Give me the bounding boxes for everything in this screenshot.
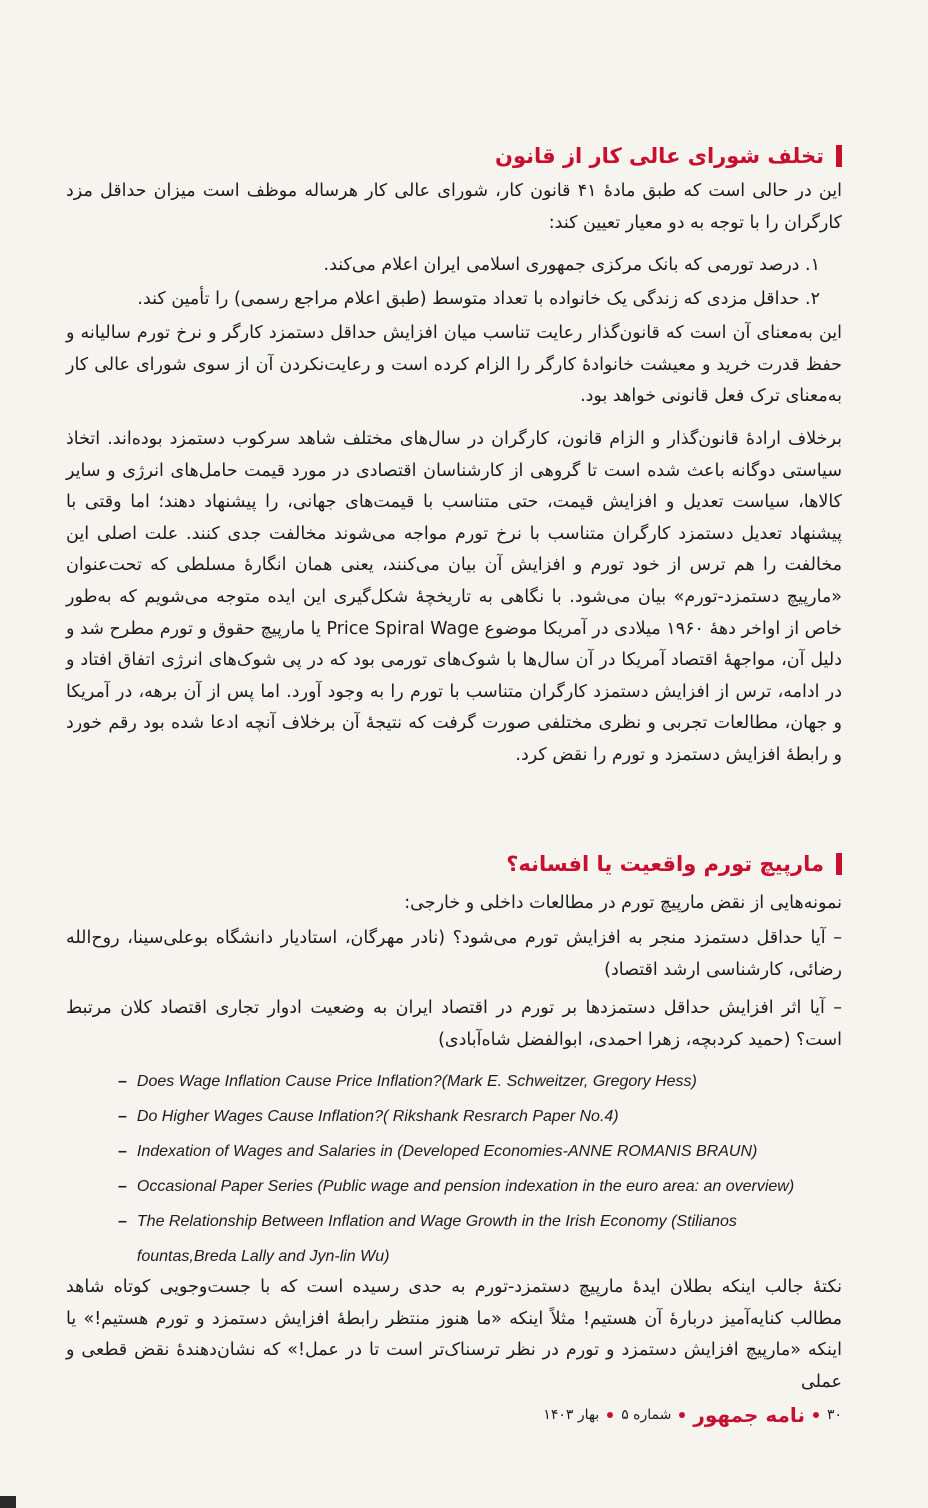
paragraph-wage-suppression: برخلاف ارادهٔ قانون‌گذار و الزام قانون، کارگران در سال‌های مختلف شاهد سرکوب دستمزد بوده‌اند. اتخاذ سیاستی دوگانه باعث شده است تا گروهی از کارشناسان اقتصادی در مورد قیمت حامل‌های انرژی و سایر کالاها، سیاست تعدیل و افزایش قیمت، حتی متناسب با قیمت‌های جهانی، را پیشنهاد دهند؛ اما وقتی با پیشنهاد تعدیل دستمزد کارگران متناسب با نرخ تورم مواجه می‌شوند مخالفت جدی کنند. علت اصلی این مخالفت را هم ترس از خود تورم و افزایش آن بیان می‌کنند، یعنی همان انگارهٔ مسلطی که تحت‌عنوان «مارپیچ دستمزد-تورم» بیان می‌شود. با نگاهی به تاریخچهٔ شکل‌گیری این ایده متوجه می‌شویم که به‌طور خاص از اواخر دههٔ ۱۹۶۰ میلادی در آمریکا موضوع Price Spiral Wage یا مارپیچ حقوق و تورم مطرح شد و دلیل آن، مواجههٔ اقتصاد آمریکا در آن سال‌ها با شوک‌های تورمی بود که در پی شوک‌های انرژی اتفاق افتاد و در ادامه، ترس از افزایش دستمزد کارگران متناسب با تورم را به وجود آورد. اما پس از آن برهه، در آمریکا و جهان، مطالعات تجربی و نظری مختلفی صورت گرفت که نتیجهٔ آن برخلاف آنچه ادعا شده بود رقم خورد و رابطهٔ افزایش دستمزد و تورم را نقض کرد. <box>66 429 842 765</box>
paragraph-legislator: این به‌معنای آن است که قانون‌گذار رعایت تناسب میان افزایش حداقل دستمزد کارگر و نرخ تورم سالیانه و حفظ قدرت خرید و معیشت خانوادهٔ کارگر را الزام کرده است و رعایت‌نکردن آن از سوی شورای عالی کار به‌معنای ترک فعل قانونی خواهد بود. <box>66 323 842 407</box>
section-heading-spiral <box>506 852 842 876</box>
examples-intro: نمونه‌هایی از نقض مارپیچ تورم در مطالعات داخلی و خارجی: <box>404 893 842 913</box>
heading-text: تخلف شورای عالی کار از قانون <box>495 144 824 168</box>
page-number: ۳۰ <box>826 1407 842 1423</box>
criteria-item-1: ۱. درصد تورمی که بانک مرکزی جمهوری اسلامی ایران اعلام می‌کند. <box>323 255 820 275</box>
reference-item: – Do Higher Wages Cause Inflation?( Rikshank Resrarch Paper No.4) <box>118 1108 619 1125</box>
magazine-logo: نامه جمهور <box>693 1403 805 1427</box>
separator-dot <box>607 1412 613 1418</box>
section-heading-labor-council <box>495 144 842 168</box>
reference-item: – Does Wage Inflation Cause Price Inflation?(Mark E. Schweitzer, Gregory Hess) <box>118 1073 697 1090</box>
reference-item: – The Relationship Between Inflation and Wage Growth in the Irish Economy (Stilianos fountas,Breda Lally and Jyn-lin Wu) <box>118 1213 737 1265</box>
issue-number: شماره ۵ <box>621 1407 672 1423</box>
reference-item: – Occasional Paper Series (Public wage and pension indexation in the euro area: an overview) <box>118 1178 795 1195</box>
criteria-item-2: ۲. حداقل مزدی که زندگی یک خانواده با تعداد متوسط (طبق اعلام مراجع رسمی) را تأمین کند. <box>137 289 820 309</box>
domestic-study-2: – آیا اثر افزایش حداقل دستمزدها بر تورم در اقتصاد ایران به وضعیت ادوار تجاری اقتصاد کلان مرتبط است؟ (حمید کردبچه، زهرا احمدی، ابوالفضل شاه‌آبادی) <box>66 998 842 1050</box>
scan-edge-mark <box>0 1496 16 1508</box>
reference-item: – Indexation of Wages and Salaries in (Developed Economies-ANNE ROMANIS BRAUN) <box>118 1143 758 1160</box>
page-footer <box>543 1403 842 1427</box>
paragraph-intro: این در حالی است که طبق مادهٔ ۴۱ قانون کار، شورای عالی کار هرساله موظف است میزان حداقل مزد کارگران را با توجه به دو معیار تعیین کند: <box>66 181 842 233</box>
heading-bar <box>836 853 842 875</box>
heading-text: مارپیچ تورم واقعیت یا افسانه؟ <box>506 852 824 876</box>
foreign-references-list <box>118 1064 838 1274</box>
heading-bar <box>836 145 842 167</box>
issue-season: بهار ۱۴۰۳ <box>543 1407 600 1423</box>
separator-dot <box>679 1412 685 1418</box>
separator-dot <box>813 1412 819 1418</box>
paragraph-closing: نکتهٔ جالب اینکه بطلان ایدهٔ مارپیچ دستمزد-تورم به حدی رسیده است که با جست‌وجویی کوتاه شاهد مطالب کنایه‌آمیز دربارهٔ آن هستیم! مثلاً اینکه «ما هنوز منتظر رابطهٔ افزایش دستمزد و تورم هستیم!» یا اینکه «مارپیچ افزایش دستمزد و تورم در نظر ترسناک‌تر است تا در عمل!» که نشان‌دهندهٔ نقض قطعی و عملی <box>66 1277 842 1392</box>
domestic-study-1: – آیا حداقل دستمزد منجر به افزایش تورم می‌شود؟ (نادر مهرگان، استادیار دانشگاه بوعلی‌سینا، روح‌الله رضائی، کارشناسی ارشد اقتصاد) <box>66 928 842 980</box>
